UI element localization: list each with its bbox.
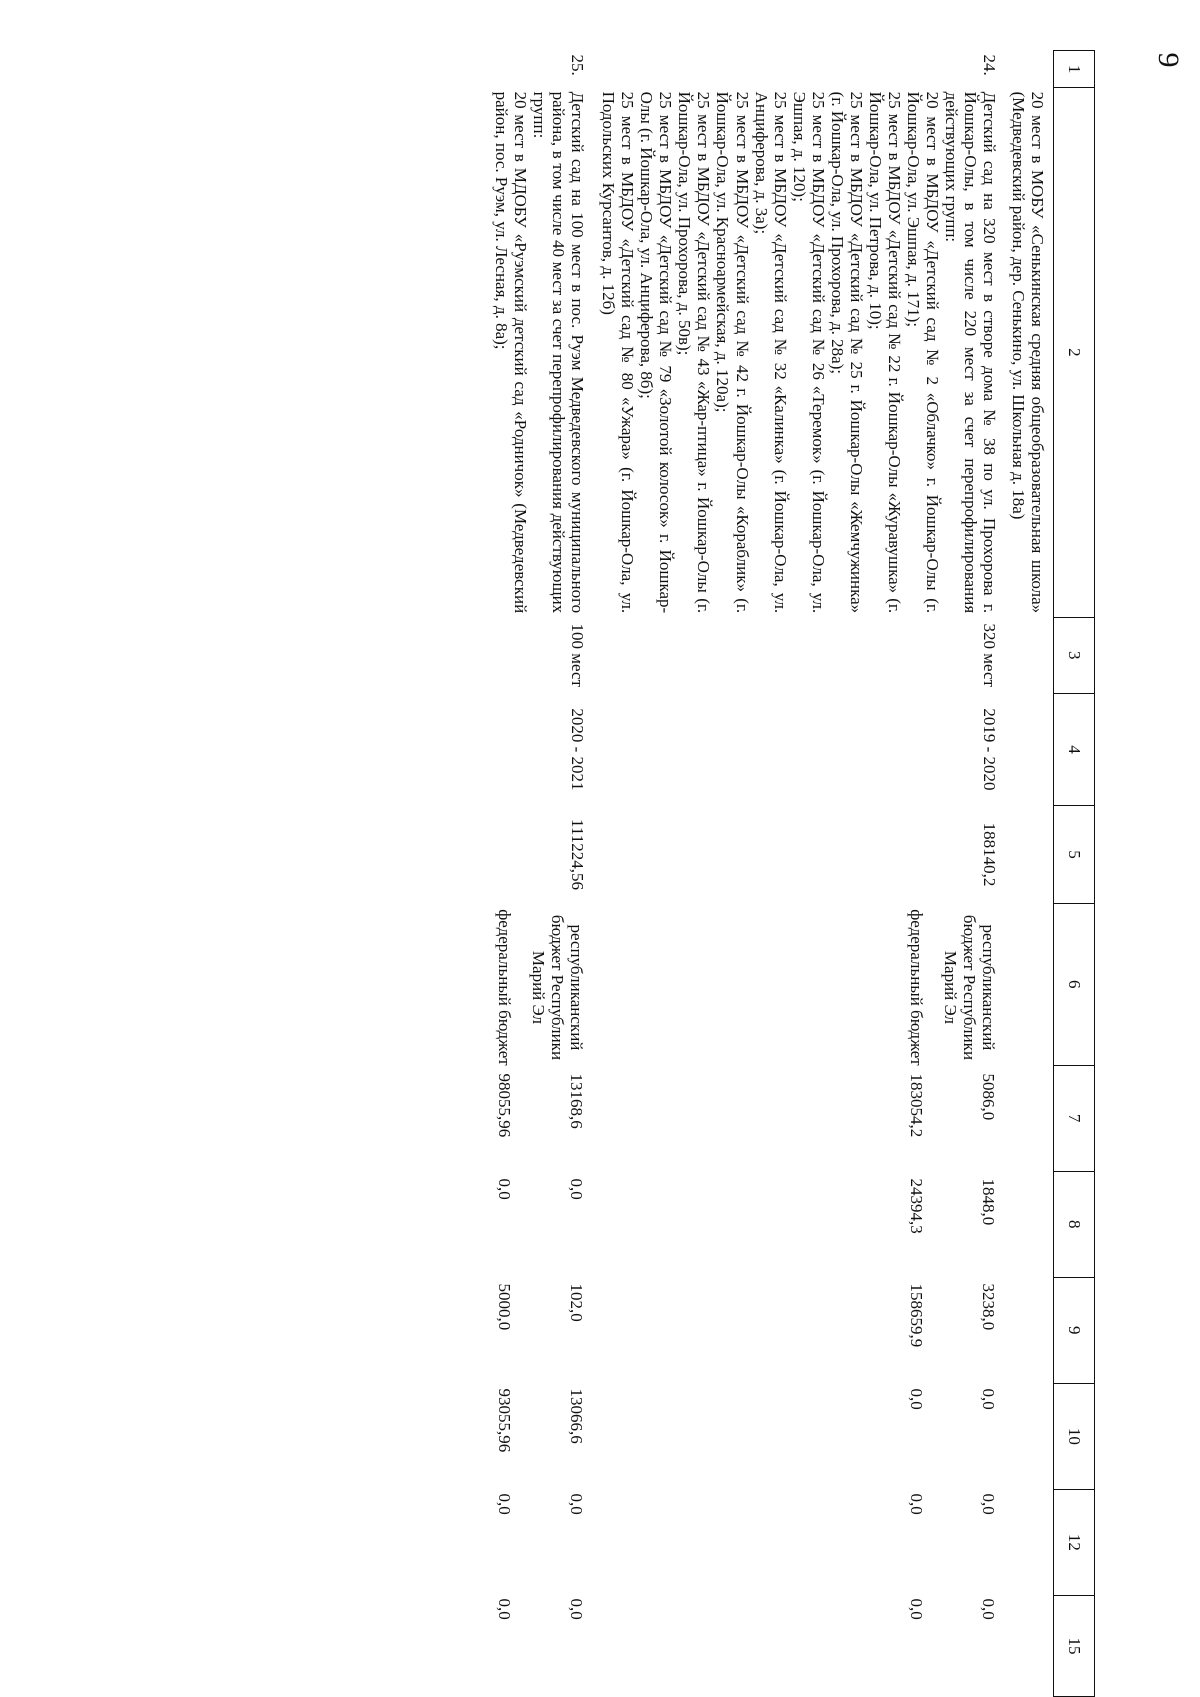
table-row — [1009, 51, 1054, 1697]
period-value: 2019 - 2020 — [979, 708, 999, 791]
row-description — [599, 88, 1009, 618]
value-c7: 98055,96 — [495, 1073, 515, 1138]
period-value: 2020 - 2021 — [568, 708, 588, 791]
funding-source-row — [927, 907, 999, 1692]
column-number: 9 — [1054, 1277, 1095, 1383]
column-number: 3 — [1054, 617, 1095, 693]
value-c10: 0,0 — [906, 1388, 926, 1410]
value-c9: 3238,0 — [978, 1283, 998, 1331]
row-number — [1009, 51, 1054, 88]
row-description: 20 мест в МОБУ «Сенькинская средняя общеобразовательная школа» (Медведевский район, дер. Сенькино, ул. Школьная д. 18а) — [1008, 91, 1047, 614]
funding-source-name: республиканский бюджет Республики Марий Эл — [940, 914, 998, 1061]
object-detail: 25 мест в МБДОУ «Детский сад № 42 г. Йошкар-Олы «Кораблик» (г. Йошкар-Ола, ул. Красноармейская, д. 120а); — [713, 91, 752, 614]
object-detail: 25 мест в МБДОУ «Детский сад № 26 «Теремок» (г. Йошкар-Ола, ул. Эшпая, д. 120); — [789, 91, 828, 614]
value-c9: 5000,0 — [495, 1283, 515, 1331]
value-c15: 0,0 — [978, 1598, 998, 1620]
total-value: 188140,2 — [979, 822, 999, 887]
funding-source-row — [494, 907, 515, 1692]
column-number-row — [1054, 51, 1095, 1697]
column-number: 15 — [1054, 1595, 1095, 1696]
value-c7: 183054,2 — [906, 1073, 926, 1138]
column-number: 2 — [1054, 88, 1095, 618]
object-detail: 20 мест в МБДОУ «Детский сад № 2 «Облачко» г. Йошкар-Олы (г. Йошкар-Ола, ул. Эшпая, д. 171); — [903, 91, 942, 614]
column-number: 1 — [1054, 51, 1095, 88]
column-number: 12 — [1054, 1489, 1095, 1595]
value-c8: 0,0 — [495, 1178, 515, 1200]
row-description — [492, 88, 599, 618]
row-number: 24. — [979, 54, 999, 76]
funding-source-name: республиканский бюджет Республики Марий Эл — [529, 914, 587, 1061]
object-detail: 25 мест в МБДОУ «Детский сад № 79 «Золотой колосок» г. Йошкар-Олы (г. Йошкар-Ола, ул. Анциферова, 8б); — [637, 91, 676, 614]
total-value: 111224,56 — [568, 819, 588, 891]
funding-source-name: федеральный бюджет — [906, 909, 926, 1066]
column-number: 5 — [1054, 806, 1095, 904]
value-c12: 0,0 — [567, 1493, 587, 1515]
value-c12: 0,0 — [906, 1493, 926, 1515]
value-c10: 0,0 — [978, 1388, 998, 1410]
value-c9: 102,0 — [567, 1283, 587, 1322]
value-c10: 13066,6 — [567, 1388, 587, 1444]
object-detail: 25 мест в МБДОУ «Детский сад № 22 г. Йошкар-Олы «Журавушка» (г. Йошкар-Ола, ул. Петрова, д. 10); — [865, 91, 904, 614]
table-row — [599, 51, 1009, 1697]
column-number: 8 — [1054, 1171, 1095, 1277]
funding-table — [492, 50, 1200, 1697]
object-detail: 25 мест в МБДОУ «Детский сад № 80 «Ужара» (г. Йошкар-Ола, ул. Подольских Курсантов, д. 12б) — [599, 91, 638, 614]
value-c8: 24394,3 — [906, 1178, 926, 1234]
value-c15: 0,0 — [495, 1598, 515, 1620]
value-c15: 0,0 — [906, 1598, 926, 1620]
column-number: 4 — [1054, 693, 1095, 805]
column-number: 6 — [1054, 903, 1095, 1065]
funding-source-name: федеральный бюджет — [495, 909, 515, 1066]
value-c12: 0,0 — [978, 1493, 998, 1515]
value-c8: 1848,0 — [978, 1178, 998, 1226]
object-detail: 25 мест в МБДОУ «Детский сад № 25 г. Йошкар-Олы «Жемчужинка» (г. Йошкар-Ола, ул. Прохорова, д. 28а); — [827, 91, 866, 614]
value-c8: 0,0 — [567, 1178, 587, 1200]
capacity-value: 320 мест — [979, 623, 999, 687]
value-c7: 13168,6 — [567, 1073, 587, 1129]
object-title: Детский сад на 100 мест в пос. Руэм Медведевского муниципального района, в том числе 40 мест за счет перепрофилирования действующих групп: — [530, 91, 588, 614]
funding-source-row — [906, 907, 927, 1692]
object-detail: 20 мест в МДОБУ «Руэмский детский сад «Родничок» (Медведевский район, пос. Руэм, ул. Лесная, д. 8а); — [492, 91, 531, 614]
column-number: 7 — [1054, 1065, 1095, 1171]
value-c12: 0,0 — [495, 1493, 515, 1515]
value-c9: 158659,9 — [906, 1283, 926, 1348]
row-number: 25. — [568, 54, 588, 76]
table-row — [492, 51, 599, 1697]
capacity-value: 100 мест — [568, 623, 588, 687]
object-title: Детский сад на 320 мест в створе дома № 38 по ул. Прохорова г. Йошкар-Олы, в том числе 220 мест за счет перепрофилирования действующих групп: — [941, 91, 999, 614]
value-c15: 0,0 — [567, 1598, 587, 1620]
funding-source-row — [515, 907, 587, 1692]
object-detail: 25 мест в МБДОУ «Детский сад № 32 «Калинка» (г. Йошкар-Ола, ул. Анциферова, д. 3а); — [751, 91, 790, 614]
column-number: 10 — [1054, 1383, 1095, 1489]
value-c10: 93055,96 — [495, 1388, 515, 1453]
object-detail: 25 мест в МБДОУ «Детский сад № 43 «Жар-птица» г. Йошкар-Олы (г. Йошкар-Ола, ул. Прохорова, д. 50в); — [675, 91, 714, 614]
page-number: 9 — [1152, 52, 1185, 68]
value-c7: 5086,0 — [978, 1073, 998, 1121]
